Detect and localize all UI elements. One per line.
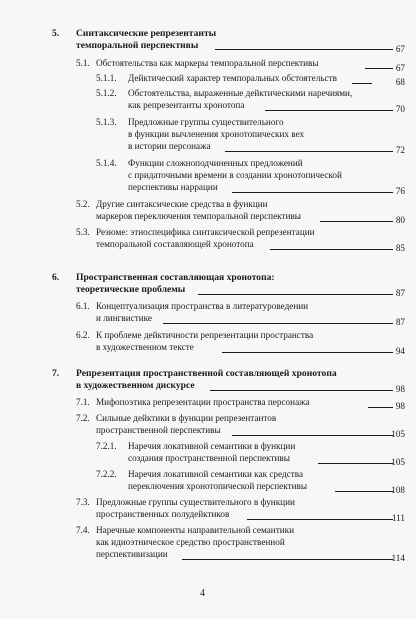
entry-text: Функции сложноподчиненных предложений — [128, 158, 303, 168]
entry-text: Резюме: этноспецифика синтаксической репрезентации — [96, 227, 315, 237]
leader-line — [222, 352, 393, 353]
leader-line — [232, 435, 393, 436]
leader-line — [182, 559, 393, 560]
leader-line — [210, 390, 393, 391]
page-number: 98 — [395, 401, 405, 411]
entry-text: К проблеме дейктичности репрезентации пространства — [96, 330, 314, 340]
leader-line — [352, 83, 372, 84]
page-number: 70 — [395, 104, 405, 114]
leader-line — [215, 49, 393, 50]
section-number: 6. — [52, 272, 60, 283]
entry-number: 6.2. — [76, 330, 90, 340]
section-number: 7. — [52, 368, 60, 379]
entry-text: Наречия локативной семантики в функции — [128, 441, 296, 451]
entry-text: перспективизации — [96, 549, 168, 559]
entry-text: Наречные компоненты направительной семантики — [96, 525, 295, 535]
entry-number: 7.2.1. — [96, 441, 117, 451]
entry-text: темпоральной составляющей хронотопа — [96, 239, 254, 249]
entry-text: Концептуализация пространства в литературоведении — [96, 301, 309, 311]
page-number: 68 — [395, 77, 405, 87]
page-number: 87 — [395, 288, 405, 298]
entry-number: 5.1.1. — [96, 73, 117, 83]
entry-number: 7.1. — [76, 397, 90, 407]
section-title: теоретические проблемы — [76, 284, 186, 295]
entry-text: и лингвистике — [96, 313, 152, 323]
page-number: 94 — [395, 346, 405, 356]
page-number: 111 — [391, 513, 405, 523]
entry-text: в функции вычленения хронотопических вех — [128, 129, 305, 139]
entry-text: в истории персонажа — [128, 141, 211, 151]
entry-text: переключения хронотопической перспективы — [128, 481, 308, 491]
leader-line — [225, 151, 393, 152]
entry-text: пространственной перспективы — [96, 425, 221, 435]
leader-line — [265, 110, 393, 111]
entry-text: Обстоятельства, выраженные дейктическими наречиями, — [128, 88, 353, 98]
page-number: 85 — [395, 243, 405, 253]
entry-text: Сильные дейктики в функции репрезентантов — [96, 413, 277, 423]
entry-text: как идиоэтническое средство пространственной — [96, 537, 285, 547]
entry-number: 6.1. — [76, 301, 90, 311]
entry-text: Другие синтаксические средства в функции — [96, 199, 268, 209]
entry-text: Предложные группы существительного в функции — [96, 497, 295, 507]
entry-text: перспективы наррации — [128, 182, 218, 192]
entry-text: с придаточными времени в создании хронотопической — [128, 170, 342, 180]
page-number: 114 — [391, 553, 405, 563]
entry-number: 7.2.2. — [96, 469, 117, 479]
leader-line — [198, 294, 393, 295]
page-number: 105 — [391, 457, 405, 467]
entry-text: Мифопоэтика репрезентации пространства персонажа — [96, 397, 310, 407]
entry-text: Дейктический характер темпоральных обстоятельств — [128, 73, 337, 83]
section-number: 5. — [52, 28, 60, 39]
entry-number: 7.3. — [76, 497, 90, 507]
leader-line — [232, 192, 393, 193]
section-title: Пространственная составляющая хронотопа: — [76, 272, 275, 283]
entry-text: Наречия локативной семантики как средства — [128, 469, 304, 479]
page-number: 76 — [395, 186, 405, 196]
page-number: 67 — [395, 44, 405, 54]
entry-text: пространственных полудейктиков — [96, 509, 230, 519]
entry-number: 7.2. — [76, 413, 90, 423]
page-number: 98 — [395, 384, 405, 394]
entry-number: 7.4. — [76, 525, 90, 535]
page-number: 105 — [391, 429, 405, 439]
entry-number: 5.3. — [76, 227, 90, 237]
page-folio: 4 — [200, 588, 205, 599]
entry-text: Обстоятельства как маркеры темпоральной перспективы — [96, 58, 319, 68]
entry-text: создания пространственной перспективы — [128, 453, 290, 463]
entry-number: 5.1. — [76, 58, 90, 68]
page-number: 80 — [395, 215, 405, 225]
entry-text: Предложные группы существительного — [128, 117, 284, 127]
leader-line — [247, 519, 393, 520]
section-title: в художественном дискурсе — [76, 380, 195, 391]
entry-text: как репрезентанты хронотопа — [128, 100, 245, 110]
entry-number: 5.2. — [76, 199, 90, 209]
section-title: темпоральной перспективы — [76, 40, 199, 51]
entry-number: 5.1.3. — [96, 117, 117, 127]
entry-number: 5.1.2. — [96, 88, 117, 98]
section-title: Репрезентация пространственной составляющей хронотопа — [76, 368, 337, 379]
entry-text: маркеров переключения темпоральной перспективы — [96, 211, 301, 221]
page-number: 108 — [391, 485, 405, 495]
page-number: 67 — [395, 63, 405, 73]
entry-number: 5.1.4. — [96, 158, 117, 168]
section-title: Синтаксические репрезентанты — [76, 28, 217, 39]
leader-line — [163, 323, 393, 324]
page-number: 72 — [395, 145, 405, 155]
page-number: 87 — [395, 317, 405, 327]
entry-text: в художественном тексте — [96, 342, 194, 352]
